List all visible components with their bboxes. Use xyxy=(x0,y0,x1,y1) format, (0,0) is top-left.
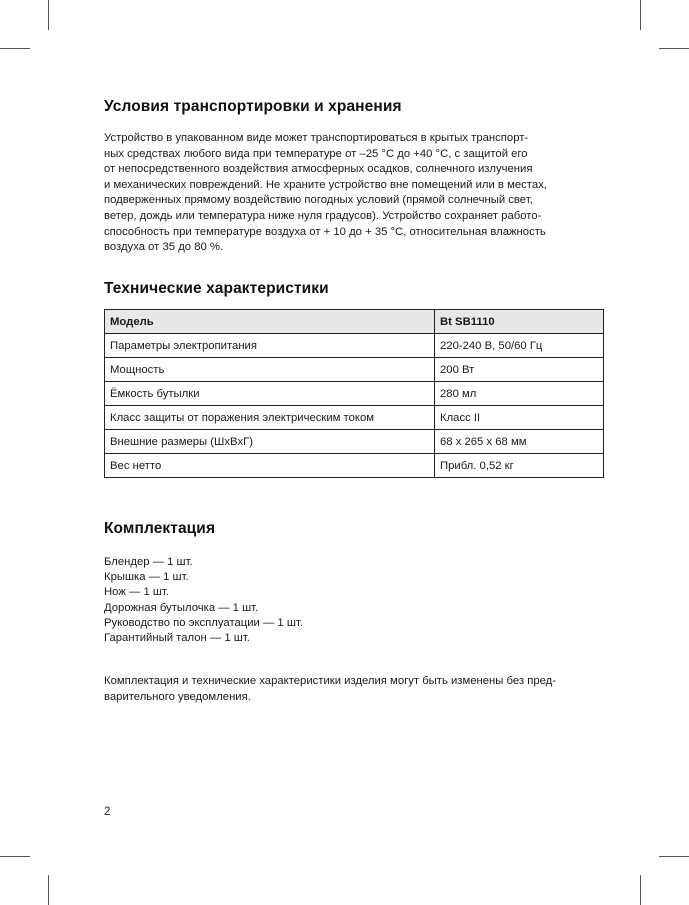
list-item: Руководство по эксплуатации — 1 шт. xyxy=(104,616,303,629)
table-row xyxy=(105,334,604,358)
spec-value: 220-240 В, 50/60 Гц xyxy=(435,334,604,358)
crop-mark xyxy=(48,875,49,905)
page-number: 2 xyxy=(104,806,111,818)
spec-value: 200 Вт xyxy=(435,358,604,382)
table-row xyxy=(105,358,604,382)
text-line: способность при температуре воздуха от + 10 до + 35 °C, относительная влажность xyxy=(104,225,546,238)
crop-mark xyxy=(0,856,30,857)
table-header-row xyxy=(105,310,604,334)
table-header-cell: Модель xyxy=(105,310,435,334)
text-line: подверженных прямому воздействию погодных условий (прямой солнечный свет, xyxy=(104,194,533,207)
table-row xyxy=(105,406,604,430)
text-line: от непосредственного воздействия атмосферных осадков, солнечного излучения xyxy=(104,163,533,176)
text-line: Комплектация и технические характеристики изделия могут быть изменены без пред- xyxy=(104,675,557,687)
spec-label: Внешние размеры (ШхВхГ) xyxy=(105,430,435,454)
text-line: и механических повреждений. Не храните устройство вне помещений или в местах, xyxy=(104,178,547,191)
spec-value: 68 х 265 х 68 мм xyxy=(435,430,604,454)
spec-value: Класс II xyxy=(435,406,604,430)
spec-label: Вес нетто xyxy=(105,454,435,478)
text-line: воздуха от 35 до 80 %. xyxy=(104,241,224,254)
crop-mark xyxy=(640,0,641,30)
list-item: Блендер — 1 шт. xyxy=(104,556,193,568)
table-header-cell: Bt SB1110 xyxy=(435,310,604,334)
text-line: ных средствах любого вида при температуре от –25 °C до +40 °C, с защитой его xyxy=(104,147,528,160)
section-heading-tech: Технические характеристики xyxy=(104,280,329,297)
table-row xyxy=(105,454,604,478)
section-heading-kit: Комплектация xyxy=(104,520,216,537)
spec-label: Ёмкость бутылки xyxy=(105,382,435,406)
crop-mark xyxy=(0,48,30,49)
table-row xyxy=(105,382,604,406)
list-item: Нож — 1 шт. xyxy=(104,586,169,599)
specs-table xyxy=(104,309,604,478)
spec-value: Прибл. 0,52 кг xyxy=(435,454,604,478)
list-item: Крышка — 1 шт. xyxy=(104,571,189,584)
table-row xyxy=(105,430,604,454)
spec-label: Параметры электропитания xyxy=(105,334,435,358)
text-line: варительного уведомления. xyxy=(104,690,251,703)
spec-value: 280 мл xyxy=(435,382,604,406)
crop-mark xyxy=(659,48,689,49)
crop-mark xyxy=(48,0,49,30)
text-line: ветер, дождь или температура ниже нуля градусов). Устройство сохраняет работо- xyxy=(104,209,542,222)
transport-paragraph xyxy=(104,131,547,256)
list-item: Гарантийный талон — 1 шт. xyxy=(104,632,250,645)
note-paragraph xyxy=(104,674,556,705)
spec-label: Класс защиты от поражения электрическим током xyxy=(105,406,435,430)
crop-mark xyxy=(640,875,641,905)
kit-list xyxy=(104,555,303,646)
section-heading-transport: Условия транспортировки и хранения xyxy=(104,98,402,115)
list-item: Дорожная бутылочка — 1 шт. xyxy=(104,601,259,614)
crop-mark xyxy=(659,856,689,857)
text-line: Устройство в упакованном виде может транспортироваться в крытых транспорт- xyxy=(104,132,529,144)
spec-label: Мощность xyxy=(105,358,435,382)
